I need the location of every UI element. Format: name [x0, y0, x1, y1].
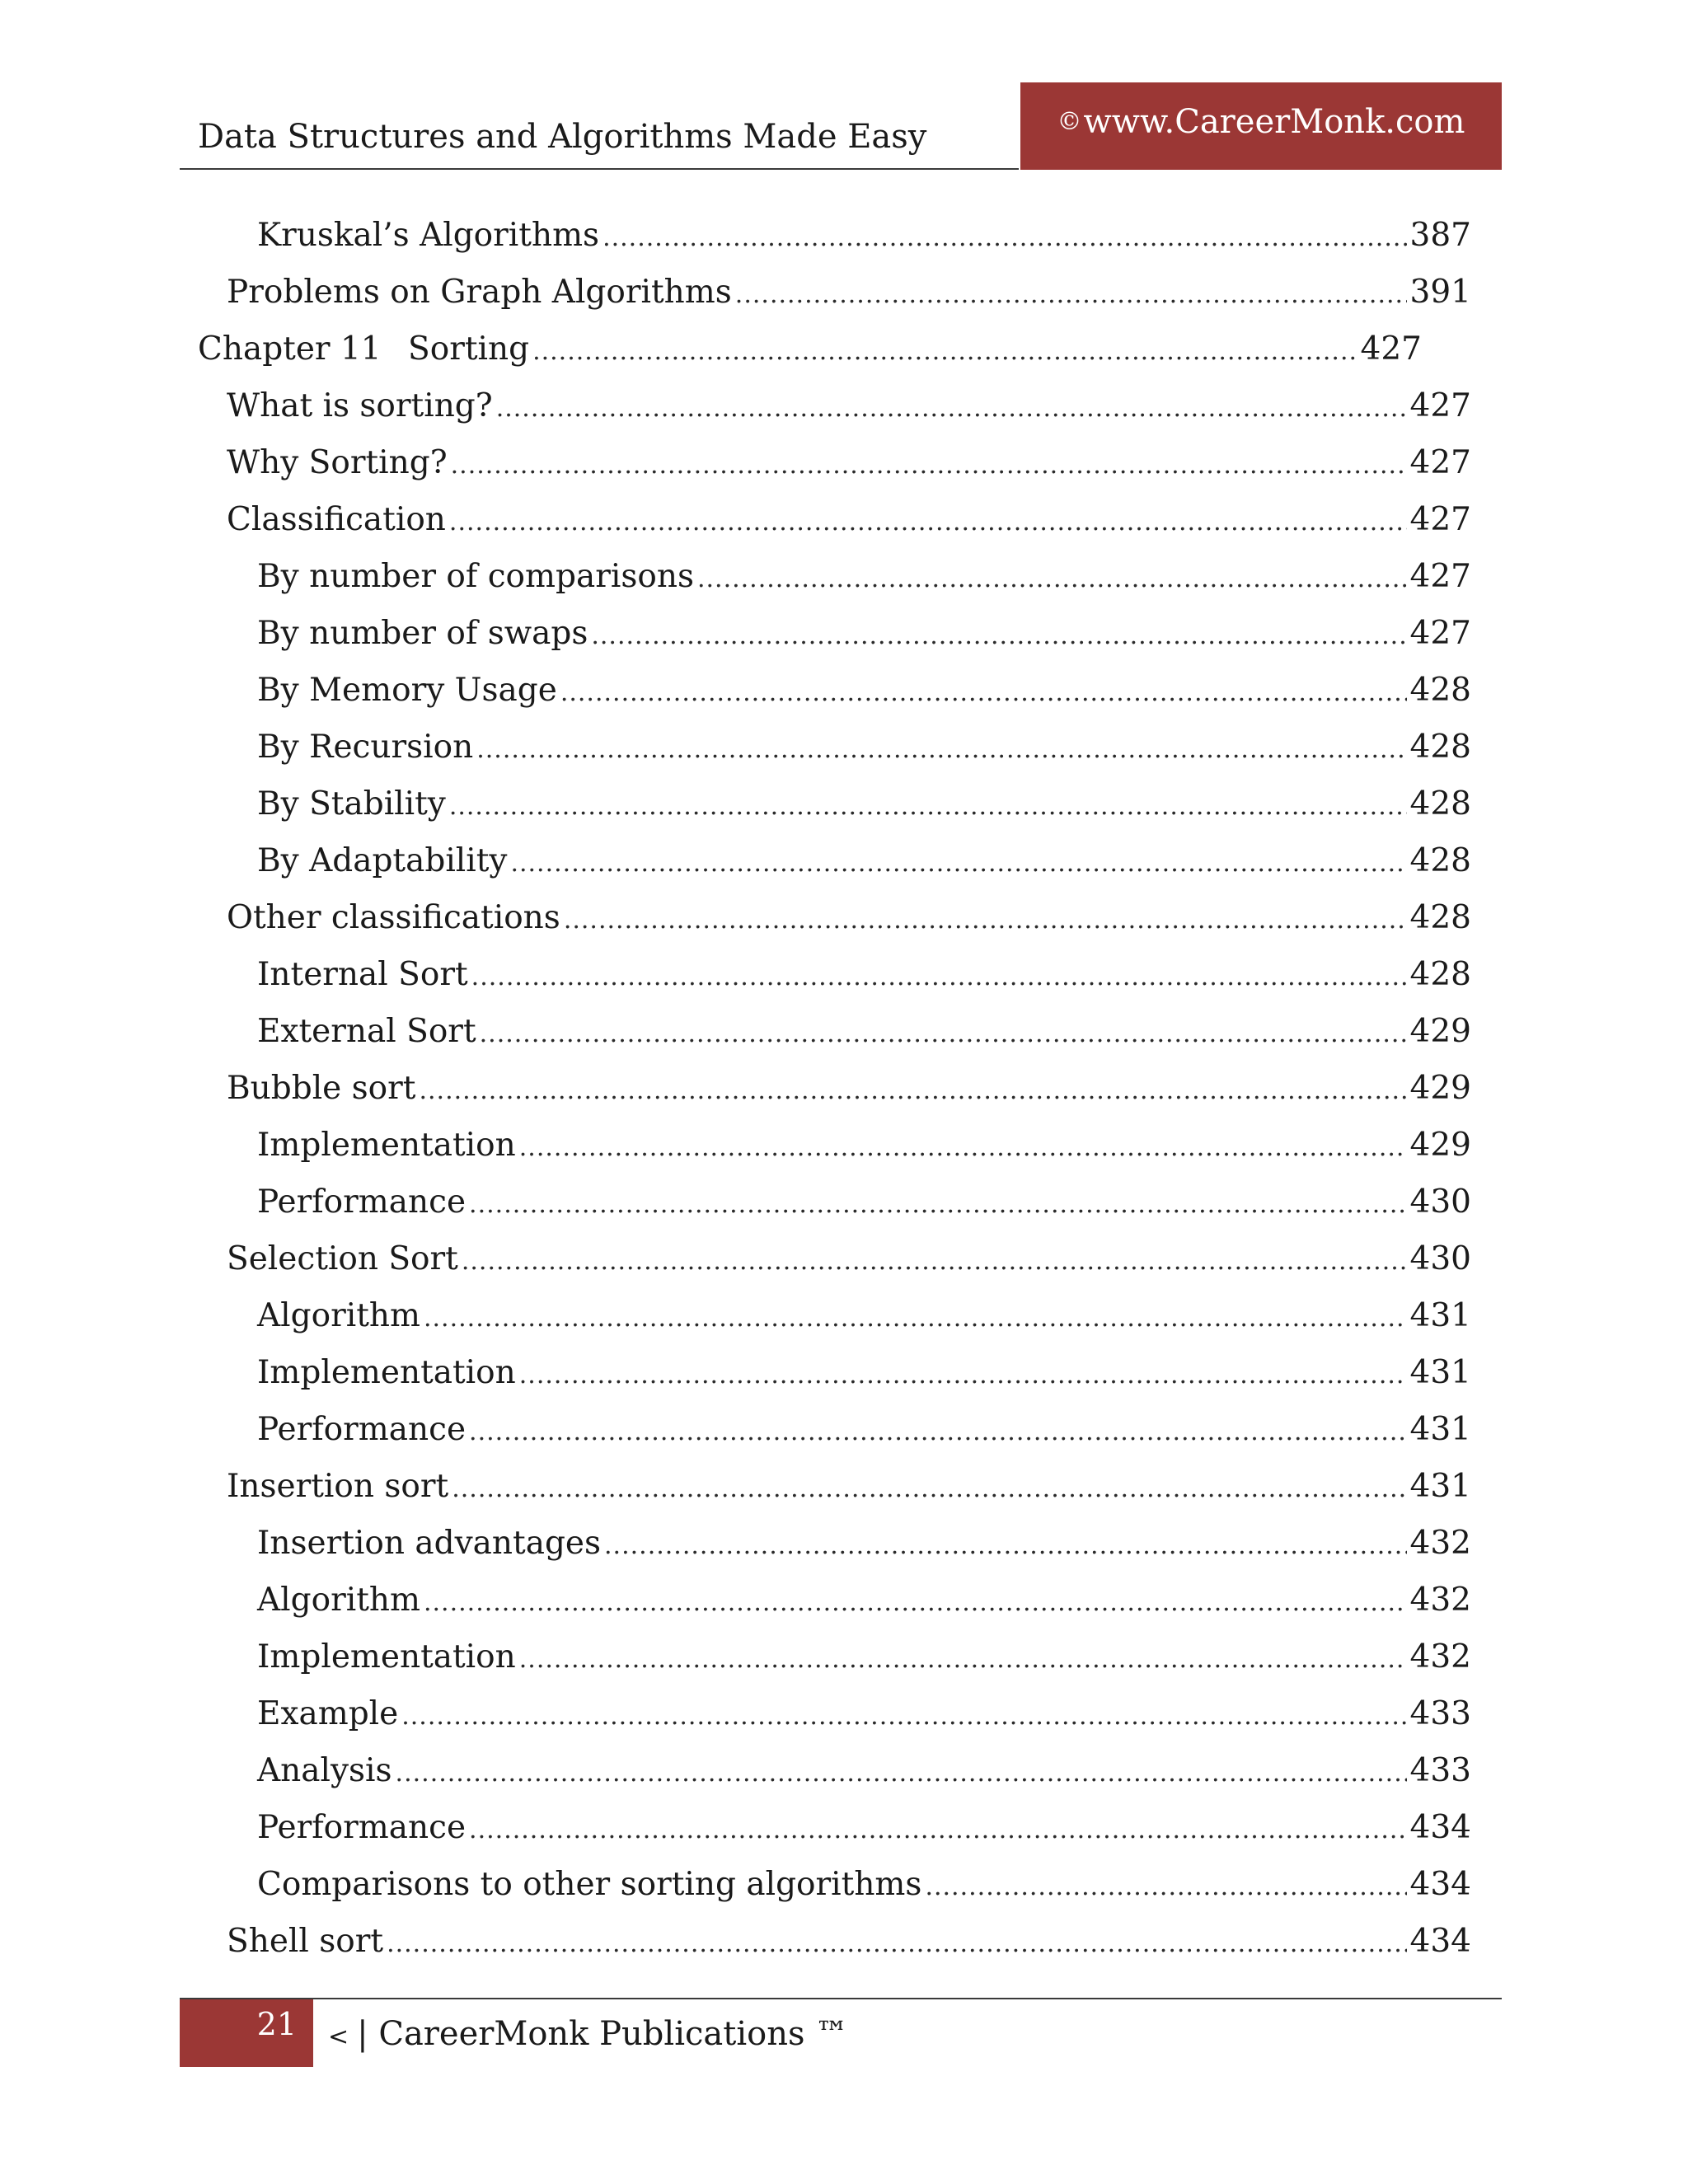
- toc-dot-leader: [449, 499, 1407, 546]
- header-site-url: www.CareerMonk.com: [1083, 103, 1465, 141]
- toc-entry-label: By number of comparisons: [257, 558, 694, 595]
- toc-entry[interactable]: [257, 1862, 1471, 1908]
- toc-entry[interactable]: [257, 213, 1471, 259]
- toc-entry-label: Why Sorting?: [227, 444, 448, 481]
- toc-dot-leader: [496, 386, 1407, 432]
- toc-dot-leader: [591, 613, 1406, 659]
- toc-entry-label: Algorithm: [257, 1582, 420, 1619]
- toc-entry-label: Shell sort: [227, 1923, 384, 1960]
- toc-dot-leader: [560, 670, 1407, 716]
- footer-rule: [180, 1998, 1502, 1999]
- toc-entry[interactable]: [257, 1577, 1471, 1624]
- toc-entry[interactable]: [257, 1122, 1471, 1169]
- toc-dot-leader: [401, 1694, 1406, 1740]
- toc-dot-leader: [469, 1807, 1407, 1854]
- toc-entry-label: Bubble sort: [227, 1070, 416, 1107]
- toc-entry-page: 432: [1409, 1582, 1471, 1619]
- toc-entry[interactable]: [257, 1634, 1471, 1680]
- toc-entry-label: Algorithm: [257, 1297, 420, 1334]
- toc-entry-page: 434: [1409, 1923, 1471, 1960]
- toc-entry-page: 391: [1409, 274, 1471, 311]
- toc-dot-leader: [564, 898, 1407, 944]
- toc-entry-label: Comparisons to other sorting algorithms: [257, 1866, 922, 1903]
- toc-chapter-number: Chapter 11: [198, 330, 382, 368]
- footer-publisher-label: | CareerMonk Publications ™: [357, 2015, 849, 2053]
- toc-entry-page: 429: [1409, 1013, 1471, 1050]
- toc-dot-leader: [510, 841, 1406, 887]
- toc-dot-leader: [604, 1523, 1407, 1569]
- toc-entry[interactable]: [227, 440, 1471, 486]
- toc-dot-leader: [519, 1125, 1407, 1171]
- toc-entry[interactable]: [257, 1748, 1471, 1794]
- toc-entry[interactable]: [257, 611, 1471, 657]
- toc-entry[interactable]: [227, 1066, 1471, 1112]
- toc-dot-leader: [396, 1750, 1407, 1797]
- toc-entry-label: Classification: [227, 501, 446, 538]
- toc-entry-page: 427: [1360, 330, 1422, 368]
- toc-entry-label: Kruskal’s Algorithms: [257, 217, 600, 254]
- toc-entry-page: 427: [1409, 558, 1471, 595]
- toc-entry[interactable]: [227, 1236, 1471, 1282]
- toc-entry-page: 428: [1409, 899, 1471, 936]
- toc-dot-leader: [462, 1239, 1407, 1285]
- toc-dot-leader: [424, 1580, 1407, 1626]
- toc-dot-leader: [469, 1182, 1407, 1228]
- toc-dot-leader: [451, 443, 1407, 489]
- toc-dot-leader: [476, 727, 1406, 773]
- toc-entry[interactable]: [257, 952, 1471, 998]
- toc-entry-label: Insertion sort: [227, 1468, 449, 1505]
- toc-entry-page: 433: [1409, 1695, 1471, 1732]
- toc-entry[interactable]: [257, 1293, 1471, 1339]
- toc-entry-page: 431: [1409, 1354, 1471, 1391]
- toc-dot-leader: [449, 784, 1407, 830]
- toc-entry-page: 430: [1409, 1240, 1471, 1277]
- toc-entry[interactable]: [257, 554, 1471, 600]
- toc-entry[interactable]: [227, 1919, 1471, 1965]
- toc-entry-label: Sorting: [408, 330, 530, 368]
- toc-entry-label: By Recursion: [257, 729, 474, 766]
- page-header-title: Data Structures and Algorithms Made Easy: [198, 118, 927, 156]
- toc-entry-label: External Sort: [257, 1013, 476, 1050]
- toc-entry-label: Performance: [257, 1183, 467, 1221]
- toc-entry-page: 427: [1409, 387, 1471, 424]
- toc-entry-label: Implementation: [257, 1638, 516, 1675]
- toc-entry-page: 428: [1409, 729, 1471, 766]
- toc-entry[interactable]: [227, 1464, 1471, 1510]
- toc-dot-leader: [519, 1352, 1407, 1399]
- toc-entry-label: Performance: [257, 1809, 467, 1846]
- footer-page-number: 21: [180, 1999, 313, 2067]
- prev-page-icon: <: [328, 2022, 349, 2051]
- toc-entry-label: By Memory Usage: [257, 672, 557, 709]
- toc-dot-leader: [735, 272, 1407, 318]
- toc-entry-page: 429: [1409, 1070, 1471, 1107]
- toc-entry-label: Insertion advantages: [257, 1525, 602, 1562]
- toc-entry-label: Analysis: [257, 1752, 392, 1789]
- toc-entry-page: 427: [1409, 501, 1471, 538]
- toc-dot-leader: [424, 1296, 1407, 1342]
- toc-entry[interactable]: [257, 1407, 1471, 1453]
- toc-entry-label: Performance: [257, 1411, 467, 1448]
- toc-dot-leader: [480, 1011, 1407, 1057]
- toc-entry-page: 432: [1409, 1525, 1471, 1562]
- toc-dot-leader: [519, 1637, 1407, 1683]
- toc-entry-page: 428: [1409, 842, 1471, 879]
- toc-entry[interactable]: [227, 383, 1471, 429]
- toc-entry-label: By number of swaps: [257, 615, 588, 652]
- toc-entry[interactable]: [257, 1691, 1471, 1737]
- toc-entry[interactable]: [227, 269, 1471, 316]
- toc-entry-page: 431: [1409, 1411, 1471, 1448]
- toc-entry[interactable]: [257, 1805, 1471, 1851]
- toc-entry[interactable]: [227, 497, 1471, 543]
- footer-publisher: [328, 2011, 848, 2060]
- toc-dot-leader: [471, 954, 1407, 1001]
- toc-entry-page: 433: [1409, 1752, 1471, 1789]
- toc-entry-label: By Adaptability: [257, 842, 508, 879]
- toc-entry-page: 434: [1409, 1866, 1471, 1903]
- toc-entry[interactable]: [227, 895, 1471, 941]
- toc-dot-leader: [603, 215, 1406, 261]
- toc-entry-label: Example: [257, 1695, 399, 1732]
- copyright-symbol: ©: [1057, 107, 1082, 136]
- toc-entry-page: 427: [1409, 615, 1471, 652]
- toc-dot-leader: [469, 1409, 1407, 1455]
- toc-entry-label: Implementation: [257, 1127, 516, 1164]
- toc-entry-page: 428: [1409, 672, 1471, 709]
- toc-dot-leader: [387, 1921, 1406, 1967]
- toc-entry[interactable]: [257, 668, 1471, 714]
- toc-entry-page: 429: [1409, 1127, 1471, 1164]
- toc-dot-leader: [697, 556, 1407, 602]
- toc-entry[interactable]: [257, 1521, 1471, 1567]
- toc-dot-leader: [419, 1068, 1406, 1114]
- toc-dot-leader: [925, 1864, 1406, 1910]
- toc-entry[interactable]: [257, 1350, 1471, 1396]
- toc-entry[interactable]: [257, 838, 1471, 884]
- toc-dot-leader: [532, 329, 1357, 375]
- toc-dot-leader: [452, 1466, 1406, 1512]
- toc-entry-page: 434: [1409, 1809, 1471, 1846]
- toc-entry-label: Implementation: [257, 1354, 516, 1391]
- toc-entry-label: Selection Sort: [227, 1240, 458, 1277]
- toc-entry-label: Other classifications: [227, 899, 560, 936]
- toc-entry-label: Problems on Graph Algorithms: [227, 274, 732, 311]
- toc-entry-page: 427: [1409, 444, 1471, 481]
- toc-chapter-row[interactable]: [198, 326, 1422, 373]
- toc-entry[interactable]: [257, 781, 1471, 827]
- toc-entry-label: Internal Sort: [257, 956, 468, 993]
- toc-entry[interactable]: [257, 1179, 1471, 1226]
- toc-entry-label: What is sorting?: [227, 387, 493, 424]
- toc-entry-page: 431: [1409, 1468, 1471, 1505]
- toc-entry-page: 387: [1409, 217, 1471, 254]
- toc-entry-page: 432: [1409, 1638, 1471, 1675]
- toc-entry-page: 430: [1409, 1183, 1471, 1221]
- toc-entry[interactable]: [257, 1009, 1471, 1055]
- toc-entry-page: 431: [1409, 1297, 1471, 1334]
- toc-entry-label: By Stability: [257, 785, 446, 823]
- toc-entry-page: 428: [1409, 785, 1471, 823]
- toc-entry-page: 428: [1409, 956, 1471, 993]
- toc-entry[interactable]: [257, 724, 1471, 771]
